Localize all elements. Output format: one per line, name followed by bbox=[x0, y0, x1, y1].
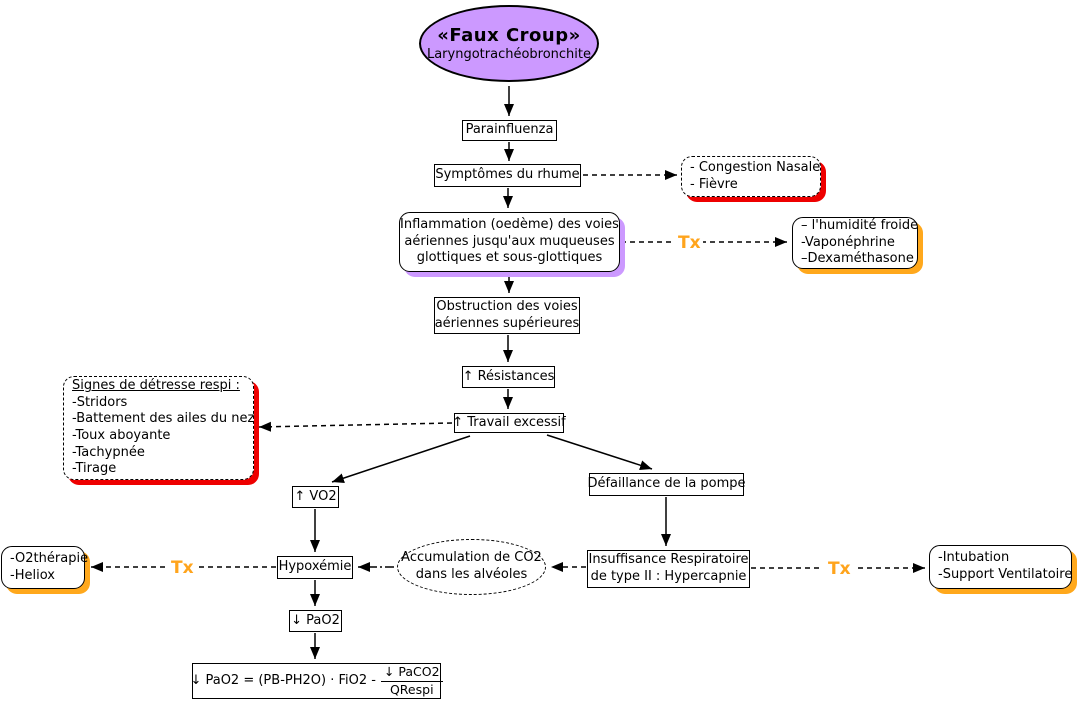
node-line: –Dexaméthasone bbox=[801, 251, 914, 267]
node-traitement-inflammation bbox=[792, 217, 918, 269]
node-label: Défaillance de la pompe bbox=[587, 476, 746, 492]
node-line: aériennes supérieures bbox=[434, 315, 580, 331]
node-line: - Congestion Nasale bbox=[690, 159, 821, 175]
node-line: -Toux aboyante bbox=[72, 428, 171, 443]
node-line: -Tachypnée bbox=[72, 444, 145, 460]
node-label: ↑ VO2 bbox=[294, 488, 337, 504]
node-line: Accumulation de CO2 bbox=[401, 550, 542, 566]
node-congestion-fievre bbox=[681, 156, 821, 197]
node-line: - Fièvre bbox=[690, 176, 738, 192]
node-label: Hypoxémie bbox=[278, 559, 352, 575]
node-line: de type II : Hypercapnie bbox=[590, 569, 747, 584]
node-label: Parainfluenza bbox=[465, 122, 554, 138]
node-line: -Support Ventilatoire bbox=[938, 567, 1073, 582]
tx-label-insuffisance: Tx bbox=[828, 559, 851, 579]
node-line: -Stridors bbox=[72, 394, 128, 410]
node-obstruction bbox=[434, 297, 580, 334]
arrow-travail-to-vo2 bbox=[332, 436, 470, 482]
node-inflammation bbox=[399, 212, 620, 272]
node-travail-excessif bbox=[454, 413, 564, 433]
node-line: aériennes jusqu'aux muqueuses bbox=[404, 233, 615, 249]
node-insuffisance-respiratoire bbox=[587, 550, 750, 588]
node-line: Insuffisance Respiratoire bbox=[588, 552, 749, 568]
node-label: ↓ PaO2 bbox=[291, 612, 340, 628]
node-line: glottiques et sous-glottiques bbox=[416, 250, 603, 266]
node-defaillance-pompe bbox=[589, 473, 744, 496]
formula-denominator: QRespi bbox=[389, 681, 434, 697]
node-title: Signes de détresse respi : bbox=[72, 378, 240, 394]
tx-label-hypoxemie: Tx bbox=[171, 558, 194, 578]
node-signes-detresse bbox=[63, 376, 254, 480]
node-faux-croup bbox=[419, 5, 599, 82]
root-subtitle: Laryngotrachéobronchite bbox=[426, 46, 592, 62]
node-line: -Battement des ailes du nez bbox=[72, 411, 255, 427]
arrow-travail-to-signes bbox=[259, 423, 452, 427]
node-parainfluenza bbox=[462, 120, 557, 141]
node-resistances bbox=[462, 366, 555, 388]
node-line: dans les alvéoles bbox=[415, 567, 528, 582]
node-traitement-hypoxemie bbox=[1, 546, 89, 589]
node-label: ↑ Travail excessif bbox=[452, 414, 566, 430]
tx-label-inflammation: Tx bbox=[678, 233, 701, 253]
node-symptomes-rhume bbox=[434, 164, 581, 187]
node-label: Symptômes du rhume bbox=[435, 167, 580, 183]
node-line: -Vaponéphrine bbox=[801, 234, 895, 250]
node-accumulation-co2 bbox=[397, 539, 546, 595]
root-title: «Faux Croup» bbox=[437, 24, 581, 46]
formula-fraction bbox=[381, 665, 443, 697]
node-pao2 bbox=[289, 610, 342, 632]
node-traitement-insuffisance bbox=[929, 545, 1072, 589]
node-line: -O2thérapie bbox=[10, 550, 89, 566]
node-line: -Tirage bbox=[72, 461, 117, 477]
node-line: -Heliox bbox=[10, 567, 55, 583]
node-label: ↑ Résistances bbox=[462, 368, 555, 384]
formula-numerator: ↓ PaCO2 bbox=[381, 665, 443, 681]
node-hypoxemie bbox=[277, 556, 353, 579]
node-line: – l'humidité froide bbox=[801, 218, 919, 234]
arrow-travail-to-defaillance bbox=[547, 435, 652, 469]
node-line: Inflammation (oedème) des voies bbox=[400, 217, 619, 233]
node-vo2 bbox=[292, 486, 339, 508]
node-line: Obstruction des voies bbox=[436, 298, 578, 314]
node-line: -Intubation bbox=[938, 550, 1010, 566]
node-formule-pao2 bbox=[192, 663, 441, 699]
formula-prefix: ↓ PaO2 = (PB-PH2O) · FiO2 - bbox=[190, 672, 376, 688]
